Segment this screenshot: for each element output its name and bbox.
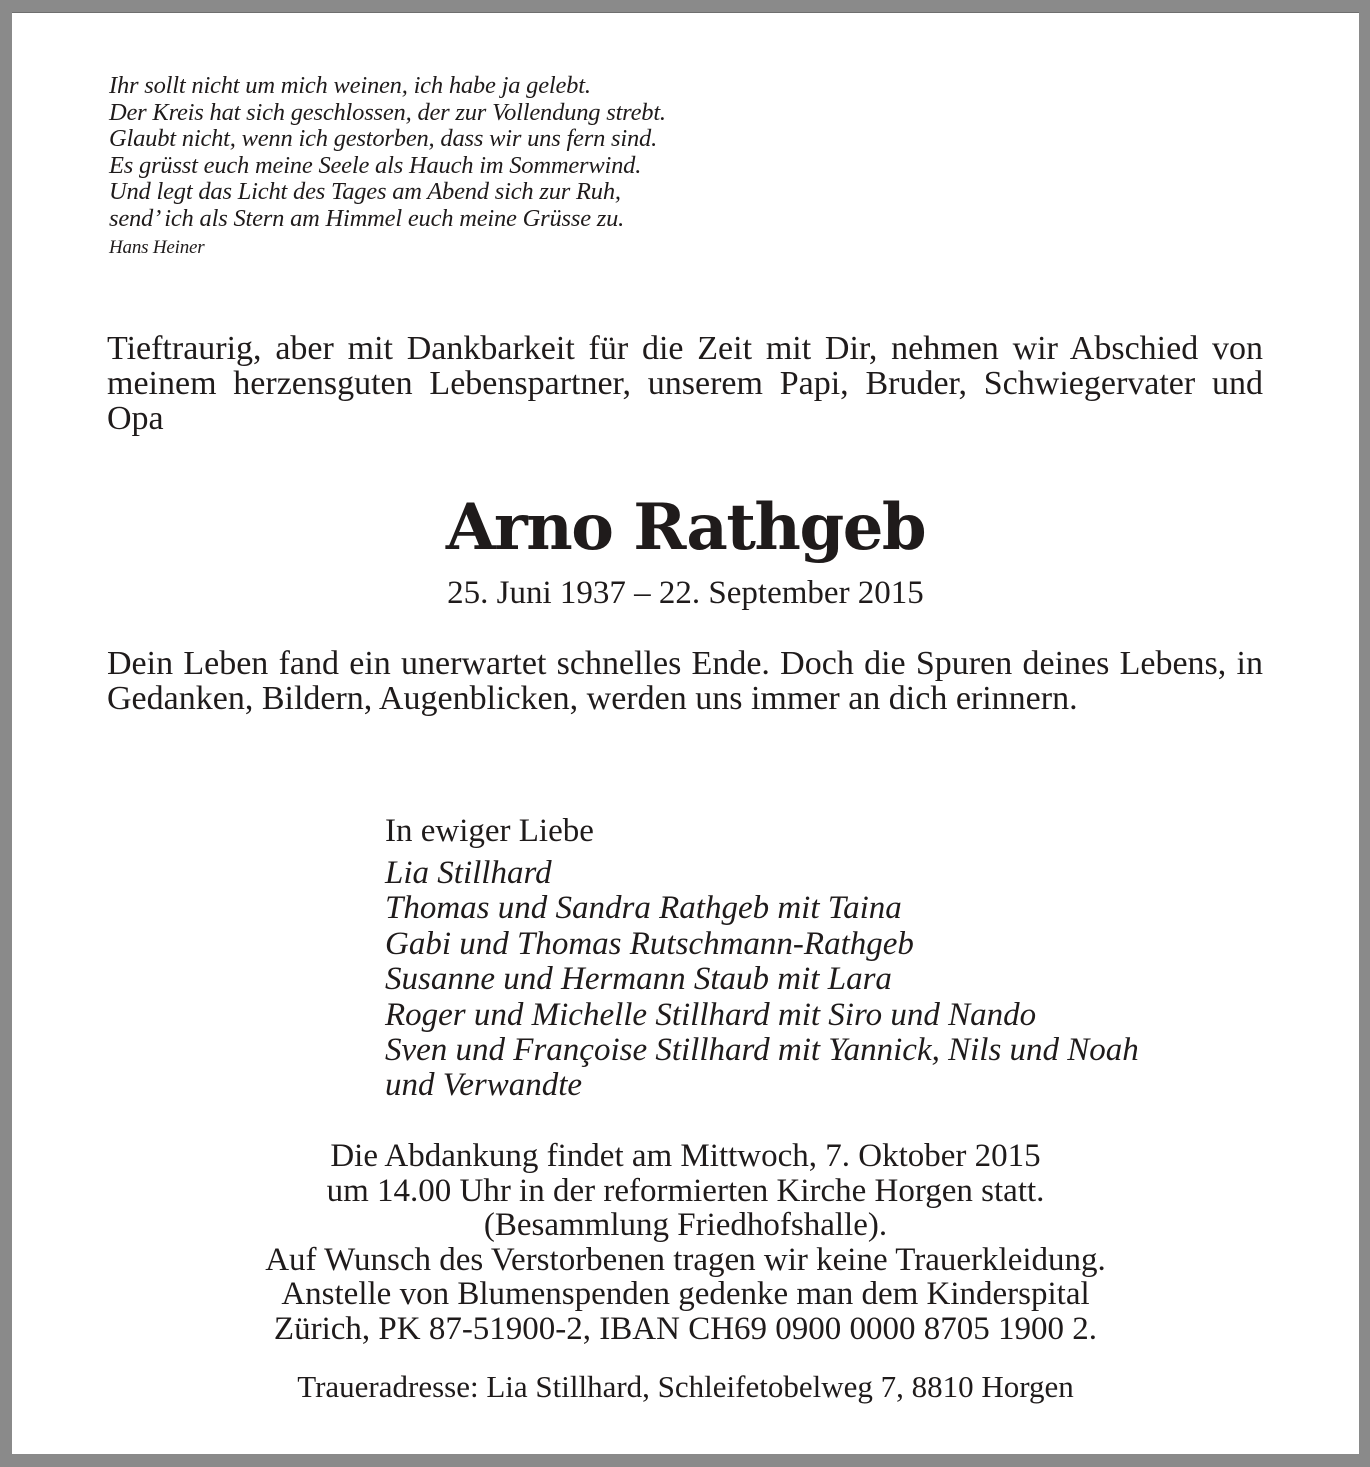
poem-line: Der Kreis hat sich geschlossen, der zur Vollendung strebt. (109, 98, 666, 126)
notice-line: (Besammlung Friedhofshalle). (483, 1207, 888, 1243)
poem-author: Hans Heiner (109, 237, 205, 258)
poem-line: Und legt das Licht des Tages am Abend sich zur Ruh, (109, 178, 621, 205)
deceased-name: Arno Rathgeb (445, 490, 926, 565)
family-member: Thomas und Sandra Rathgeb mit Taina (385, 890, 902, 927)
signoff: In ewiger Liebe (385, 813, 594, 849)
notice-line: Die Abdankung findet am Mittwoch, 7. Oktober 2015 (330, 1138, 1041, 1174)
poem (109, 73, 666, 260)
notice-line: Auf Wunsch des Verstorbenen tragen wir keine Trauerkleidung. (265, 1241, 1106, 1278)
intro-paragraph: Tieftraurig, aber mit Dankbarkeit für die Zeit mit Dir, nehmen wir Abschied von meinem herzensguten Lebenspartner, unserem Papi, Bruder, Schwiegervater und Opa (107, 330, 1263, 437)
poem-line: Es grüsst euch meine Seele als Hauch im Sommerwind. (109, 151, 642, 179)
family-member: Lia Stillhard (385, 855, 552, 891)
notice-line: Zürich, PK 87-51900-2, IBAN CH69 0900 0000 8705 1900 2. (273, 1310, 1098, 1347)
obituary-page (12, 12, 1359, 1454)
poem-line: Ihr sollt nicht um mich weinen, ich habe ja gelebt. (109, 72, 591, 99)
family-member: Roger und Michelle Stillhard mit Siro und Nando (385, 996, 1037, 1033)
family-member: Sven und Françoise Stillhard mit Yannick, Nils und Noah (385, 1032, 1139, 1069)
life-dates: 25. Juni 1937 – 22. September 2015 (447, 575, 924, 611)
notice-line: Anstelle von Blumenspenden gedenke man dem Kinderspital (281, 1276, 1090, 1312)
family-list (385, 856, 1139, 1104)
family-member: Gabi und Thomas Rutschmann-Rathgeb (385, 925, 914, 962)
funeral-notice (12, 1139, 1359, 1346)
mourning-address: Traueradresse: Lia Stillhard, Schleifetobelweg 7, 8810 Horgen (297, 1369, 1074, 1404)
poem-line: Glaubt nicht, wenn ich gestorben, dass wir uns fern sind. (109, 125, 658, 152)
notice-line: um 14.00 Uhr in der reformierten Kirche Horgen statt. (326, 1172, 1045, 1209)
family-member: Susanne und Hermann Staub mit Lara (385, 961, 892, 998)
family-member: und Verwandte (385, 1067, 583, 1104)
tribute-paragraph: Dein Leben fand ein unerwartet schnelles Ende. Doch die Spuren deines Lebens, in Gedanken, Bildern, Augenblicken, werden uns immer an dich erinnern. (107, 645, 1263, 717)
poem-line: send’ ich als Stern am Himmel euch meine Grüsse zu. (109, 204, 625, 232)
